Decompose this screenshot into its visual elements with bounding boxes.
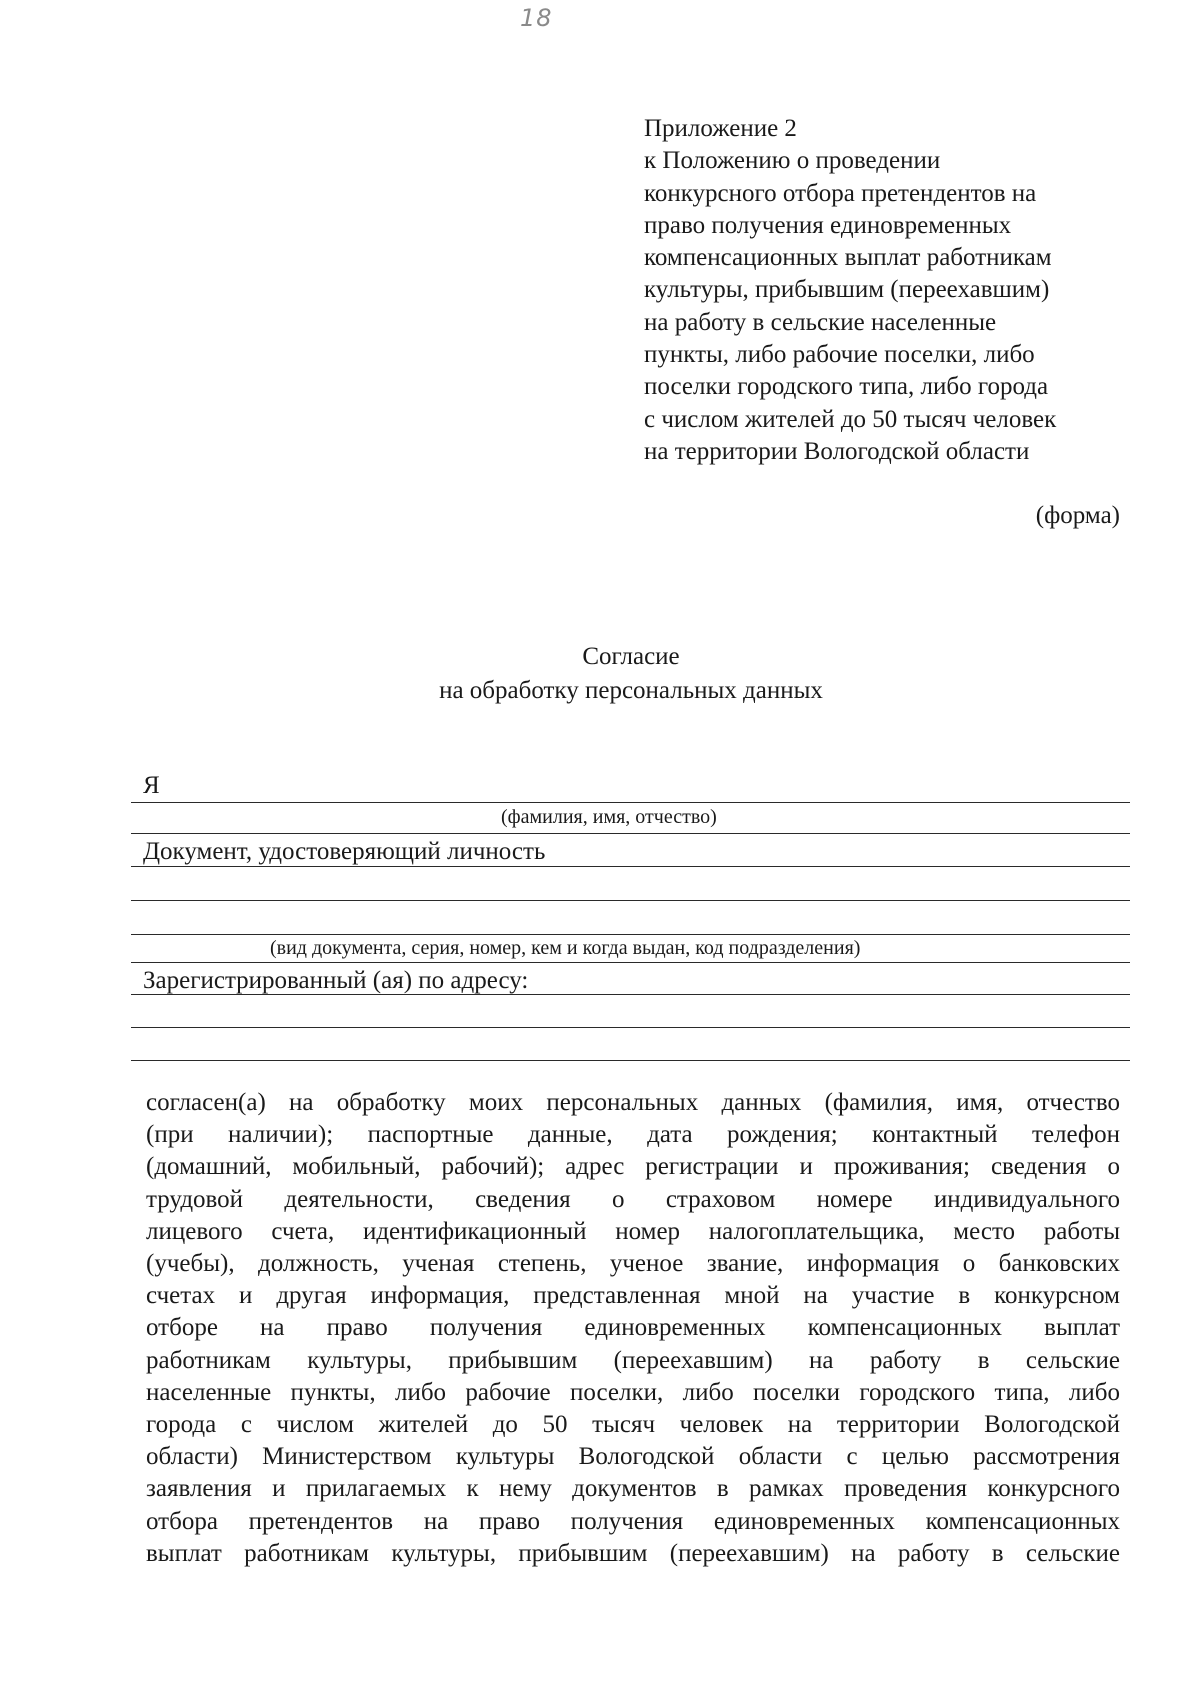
consent-body — [146, 1087, 1120, 1570]
i-label: Я — [143, 772, 160, 799]
body-line: лицевого счета, идентификационный номер налогоплательщика, место работы — [146, 1217, 1120, 1245]
body-line: трудовой деятельности, сведения о страховом номере индивидуального — [146, 1185, 1120, 1213]
body-line: (домашний, мобильный, рабочий); адрес регистрации и проживания; сведения о — [146, 1153, 1120, 1181]
document-caption: (вид документа, серия, номер, кем и когда выдан, код подразделения) — [270, 937, 861, 959]
appendix-line: право получения единовременных — [644, 211, 1012, 239]
appendix-line: поселки городского типа, либо города — [644, 373, 1049, 401]
body-line: работникам культуры, прибывшим (переехавшим) на работу в сельские — [146, 1346, 1120, 1374]
document-line[interactable] — [131, 866, 1130, 867]
address-line[interactable] — [131, 994, 1130, 995]
document-line[interactable] — [131, 934, 1130, 935]
appendix-line: культуры, прибывшим (переехавшим) — [644, 276, 1050, 304]
body-line: (при наличии); паспортные данные, дата рождения; контактный телефон — [146, 1121, 1120, 1149]
body-line: области) Министерством культуры Вологодской области с целью рассмотрения — [146, 1443, 1120, 1471]
page-number: 18 — [520, 4, 553, 32]
appendix-line: на работу в сельские населенные — [644, 308, 997, 336]
body-line: выплат работникам культуры, прибывшим (переехавшим) на работу в сельские — [146, 1539, 1120, 1567]
body-line: отборе на право получения единовременных компенсационных выплат — [146, 1314, 1120, 1342]
address-label: Зарегистрированный (ая) по адресу: — [143, 967, 529, 994]
appendix-line: с числом жителей до 50 тысяч человек — [644, 405, 1057, 433]
appendix-line: конкурсного отбора претендентов на — [644, 179, 1037, 207]
appendix-line: пункты, либо рабочие поселки, либо — [644, 341, 1035, 369]
appendix-line: к Положению о проведении — [644, 147, 941, 175]
address-line[interactable] — [131, 1027, 1130, 1028]
document-line[interactable] — [131, 900, 1130, 901]
document-title: Согласие — [582, 643, 680, 670]
document-label: Документ, удостоверяющий личность — [143, 838, 546, 865]
body-line: населенные пункты, либо рабочие поселки, либо поселки городского типа, либо — [146, 1378, 1120, 1406]
form-label: (форма) — [1035, 502, 1120, 529]
appendix-header — [644, 113, 1144, 468]
fio-line[interactable] — [131, 802, 1130, 803]
appendix-line: Приложение 2 — [644, 115, 797, 142]
appendix-line: компенсационных выплат работникам — [644, 244, 1052, 272]
body-line: согласен(а) на обработку моих персональных данных (фамилия, имя, отчество — [146, 1089, 1120, 1116]
body-line: счетах и другая информация, представленная мной на участие в конкурсном — [146, 1282, 1120, 1310]
body-line: (учебы), должность, ученая степень, ученое звание, информация о банковских — [146, 1250, 1120, 1278]
body-line: города с числом жителей до 50 тысяч человек на территории Вологодской — [146, 1411, 1120, 1439]
fio-caption: (фамилия, имя, отчество) — [501, 806, 717, 828]
appendix-line: на территории Вологодской области — [644, 437, 1030, 465]
divider-line — [131, 833, 1130, 834]
divider-line — [131, 962, 1130, 963]
body-line: отбора претендентов на право получения единовременных компенсационных — [146, 1507, 1120, 1535]
address-line[interactable] — [131, 1060, 1130, 1061]
body-line: заявления и прилагаемых к нему документов в рамках проведения конкурсного — [146, 1475, 1120, 1503]
document-subtitle: на обработку персональных данных — [439, 677, 823, 704]
